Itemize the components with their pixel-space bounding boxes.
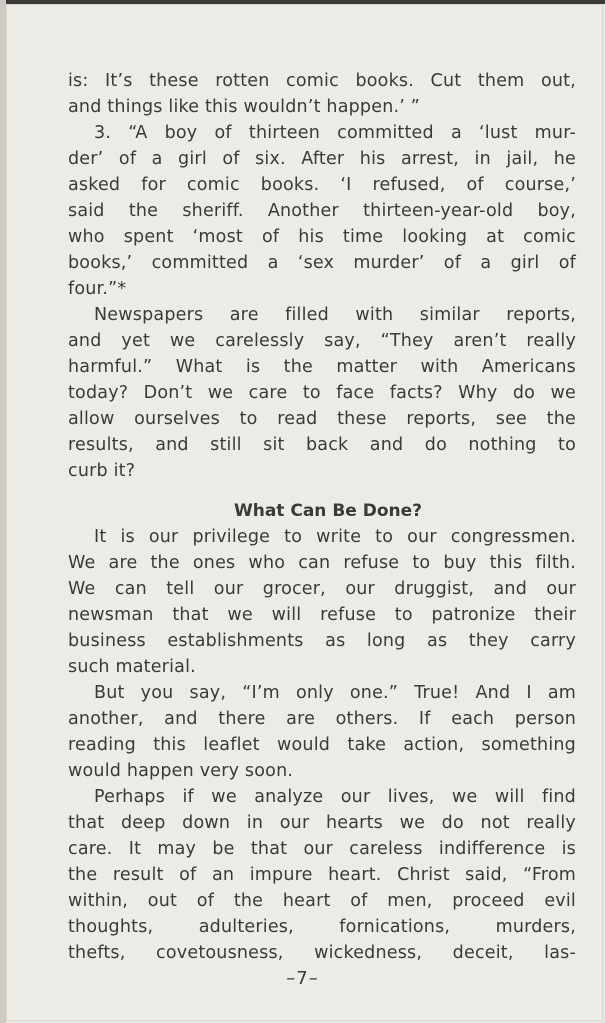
text-line: curb it? [68, 461, 136, 481]
text-line: der’ of a girl of six. After his arrest, in jail, he [68, 149, 576, 169]
text-line: thoughts, adulteries, fornications, murders, [68, 917, 576, 937]
text-line: within, out of the heart of men, proceed evil [68, 891, 576, 911]
page-number: –7– [286, 968, 319, 989]
text-line: asked for comic books. ‘I refused, of course,’ [68, 175, 576, 195]
text-line: newsman that we will refuse to patronize their [68, 605, 576, 625]
text-line: would happen very soon. [68, 761, 294, 781]
text-line: harmful.” What is the matter with Americans [68, 357, 576, 377]
text-line: We are the ones who can refuse to buy this filth. [68, 553, 576, 573]
text-line: thefts, covetousness, wickedness, deceit, las- [68, 943, 576, 963]
text-line: such material. [68, 657, 196, 677]
text-line: But you say, “I’m only one.” True! And I am [94, 683, 576, 703]
text-line: who spent ‘most of his time looking at comic [68, 227, 576, 247]
text-line: business establishments as long as they carry [68, 631, 576, 651]
text-line: 3. “A boy of thirteen committed a ‘lust mur- [94, 123, 576, 143]
text-block-top [68, 68, 576, 484]
text-line: said the sheriff. Another thirteen-year-old boy, [68, 201, 576, 221]
text-line: and yet we carelessly say, “They aren’t really [68, 331, 576, 351]
text-line: that deep down in our hearts we do not really [68, 813, 576, 833]
text-line: books,’ committed a ‘sex murder’ of a girl of [68, 253, 576, 273]
text-line: We can tell our grocer, our druggist, and our [68, 579, 576, 599]
text-line: Perhaps if we analyze our lives, we will find [94, 787, 576, 807]
text-line: results, and still sit back and do nothing to [68, 435, 576, 455]
text-line: and things like this wouldn’t happen.’ ” [68, 97, 421, 117]
text-line: four.”* [68, 279, 127, 299]
text-line: is: It’s these rotten comic books. Cut them out, [68, 71, 576, 91]
section-heading: What Can Be Done? [233, 501, 423, 521]
text-line: reading this leaflet would take action, something [68, 735, 576, 755]
text-block-bottom [68, 524, 576, 966]
text-line: allow ourselves to read these reports, see the [68, 409, 576, 429]
text-line: today? Don’t we care to face facts? Why do we [68, 383, 576, 403]
text-line: another, and there are others. If each person [68, 709, 576, 729]
body-text [68, 68, 576, 966]
text-line: Newspapers are filled with similar reports, [94, 305, 576, 325]
text-line: care. It may be that our careless indifference is [68, 839, 576, 859]
text-line: It is our privilege to write to our congressmen. [94, 527, 576, 547]
text-line: the result of an impure heart. Christ said, “From [68, 865, 576, 885]
